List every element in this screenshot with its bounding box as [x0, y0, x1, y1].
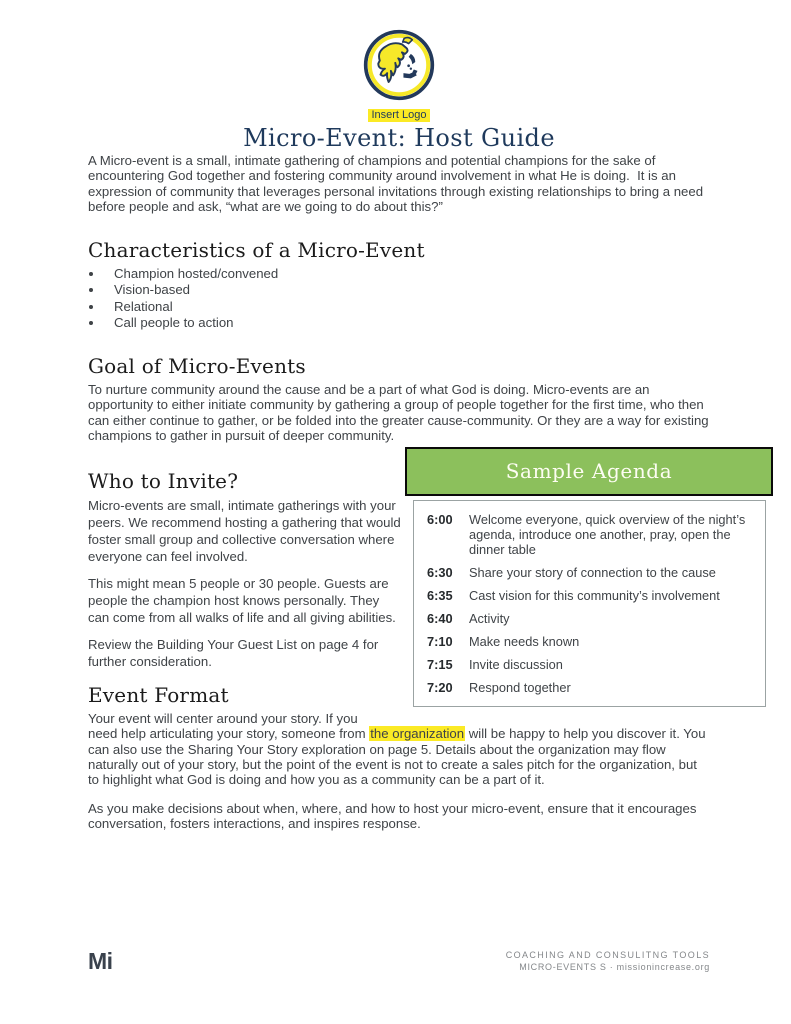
highlighted-text: the organization [370, 726, 465, 742]
sample-agenda-body [413, 500, 766, 707]
agenda-time: 6:30 [427, 565, 453, 580]
agenda-row [427, 680, 755, 695]
page-title: Micro-Event: Host Guide [243, 124, 555, 152]
document-header [88, 28, 710, 151]
agenda-time: 7:10 [427, 634, 453, 649]
characteristic-item: • Champion hosted/convened [104, 266, 710, 281]
characteristic-item: • Relational [104, 299, 710, 314]
characteristics-heading: Characteristics of a Micro-Event [88, 238, 425, 263]
agenda-row [427, 634, 755, 649]
who-to-invite-paragraph: Micro-events are small, intimate gatherings with your peers. We recommend hosting a gathering that would foster small group and collective conversation where everyone can feel involved. [88, 498, 401, 565]
left-column [88, 470, 403, 726]
agenda-time: 6:35 [427, 588, 453, 603]
agenda-row [427, 512, 755, 557]
agenda-time: 7:15 [427, 657, 453, 672]
agenda-activity: Respond together [469, 680, 571, 695]
agenda-activity: Invite discussion [469, 657, 563, 672]
sample-agenda-title: Sample Agenda [505, 459, 673, 483]
footer-line1: COACHING AND CONSULITNG TOOLS [505, 950, 710, 960]
agenda-time: 6:40 [427, 611, 453, 626]
document-footer [88, 949, 710, 973]
sample-agenda-box [405, 447, 773, 707]
event-format-paragraph [88, 726, 710, 787]
footer-text [506, 949, 710, 973]
agenda-row [427, 588, 755, 603]
agenda-activity: Welcome everyone, quick overview of the night’s agenda, introduce one another, pray, open the dinner table [469, 512, 746, 557]
event-format-heading: Event Format [88, 683, 229, 708]
agenda-activity: Make needs known [469, 634, 580, 649]
insert-logo-placeholder: Insert Logo [368, 109, 429, 122]
who-to-invite-paragraph: Review the Building Your Guest List on page 4 for further consideration. [88, 637, 379, 670]
agenda-activity: Activity [469, 611, 510, 626]
goal-paragraph: To nurture community around the cause and be a part of what God is doing. Micro-events are an opportunity to either initiate community by gathering a group of people together for the first time, who then can either continue to gather, or be folded into the greater cause-community. Or they are a way for existing champions to gather in pursuit of deeper community. [88, 382, 713, 443]
intro-paragraph: A Micro-event is a small, intimate gathering of champions and potential champions for the sake of encountering God together and fostering community around involvement in what He is doing. It is an expression of community that leverages personal invitations through existing relationships to bring a need before people and ask, “what are we going to do about this?” [88, 153, 707, 214]
globe-logo-icon [362, 28, 436, 102]
sample-agenda-header [405, 447, 773, 496]
event-format-text: need help articulating your story, someone from [88, 726, 370, 742]
mi-logo: Mi [88, 948, 113, 974]
characteristic-item: • Vision-based [104, 282, 710, 297]
who-to-invite-paragraph: This might mean 5 people or 30 people. Guests are people the champion host knows personally. They can come from all walks of life and all giving abilities. [88, 576, 396, 626]
agenda-time: 7:20 [427, 680, 453, 695]
agenda-activity: Share your story of connection to the cause [469, 565, 716, 580]
footer-line2: MICRO-EVENTS S · missionincrease.org [519, 962, 710, 972]
who-to-invite-heading: Who to Invite? [88, 469, 239, 494]
goal-heading: Goal of Micro-Events [88, 354, 306, 378]
agenda-row [427, 565, 755, 580]
agenda-activity: Cast vision for this community’s involvement [469, 588, 720, 603]
event-format-text-after: will be happy to help you discover it. You can also use the Sharing Your Story exploration on page 5. Details about the organization may flow naturally out of your story, but the point of the event is not to create a sales pitch for the organization, but to highlight what God is doing and how you as a community can be a part of it. [88, 726, 706, 788]
who-to-invite-paragraphs [88, 497, 403, 670]
characteristics-list [88, 266, 710, 330]
agenda-row [427, 611, 755, 626]
event-format-line1: Your event will center around your story. If you [88, 711, 358, 727]
agenda-time: 6:00 [427, 512, 453, 527]
event-format-paragraph-2: As you make decisions about when, where, and how to host your micro-event, ensure that it encourages conversation, fosters interactions, and inspires response. [88, 800, 697, 831]
agenda-row [427, 657, 755, 672]
characteristic-item: • Call people to action [104, 315, 710, 330]
